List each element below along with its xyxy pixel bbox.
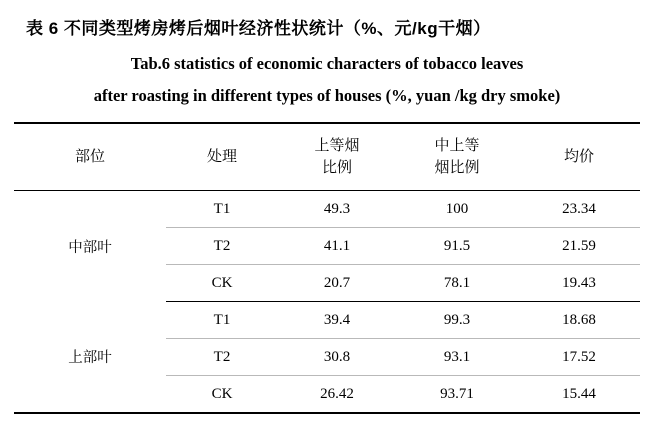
cell-top-grade-ratio: 30.8 bbox=[278, 339, 396, 376]
table-title-english-line-1: Tab.6 statistics of economic characters of tobacco leaves bbox=[130, 54, 524, 73]
column-header-mid-top-ratio-line-2: 烟比例 bbox=[434, 159, 480, 177]
cell-top-grade-ratio: 41.1 bbox=[278, 228, 396, 265]
column-header-top-grade-ratio-line-2: 比例 bbox=[321, 159, 352, 177]
cell-avg-price: 17.52 bbox=[518, 339, 640, 376]
column-header-mid-top-ratio bbox=[396, 123, 518, 191]
cell-treatment: T2 bbox=[166, 228, 278, 265]
cell-mid-top-ratio: 78.1 bbox=[396, 265, 518, 302]
cell-avg-price: 18.68 bbox=[518, 302, 640, 339]
cell-mid-top-ratio: 99.3 bbox=[396, 302, 518, 339]
column-header-top-grade-ratio bbox=[278, 123, 396, 191]
economic-characters-table bbox=[14, 122, 640, 414]
column-header-top-grade-ratio-line-1: 上等烟 bbox=[314, 137, 360, 155]
cell-mid-top-ratio: 93.71 bbox=[440, 385, 474, 402]
column-header-avg-price-line-1: 均价 bbox=[563, 148, 594, 166]
cell-mid-top-ratio: 91.5 bbox=[396, 228, 518, 265]
cell-avg-price: 15.44 bbox=[562, 385, 596, 402]
cell-treatment: T1 bbox=[166, 191, 278, 228]
cell-avg-price: 21.59 bbox=[518, 228, 640, 265]
cell-mid-top-ratio: 100 bbox=[396, 191, 518, 228]
cell-treatment: CK bbox=[211, 385, 233, 402]
cell-treatment: T1 bbox=[166, 302, 278, 339]
column-header-treatment-line-1: 处理 bbox=[206, 148, 237, 166]
row-group-label-middle-leaf: 中部叶 bbox=[68, 239, 112, 256]
column-header-mid-top-ratio-line-1: 中上等 bbox=[434, 137, 480, 155]
table-row bbox=[14, 191, 640, 228]
table-row bbox=[14, 302, 640, 339]
row-group-label-upper-leaf: 上部叶 bbox=[68, 350, 112, 367]
table-title-english bbox=[14, 51, 640, 108]
column-header-part bbox=[14, 123, 166, 191]
cell-avg-price: 23.34 bbox=[518, 191, 640, 228]
table-title-english-line-2: after roasting in different types of houses (%, yuan /kg dry smoke) bbox=[93, 85, 561, 105]
column-header-avg-price bbox=[518, 123, 640, 191]
cell-treatment: T2 bbox=[166, 339, 278, 376]
table-title-chinese: 表 6 不同类型烤房烤后烟叶经济性状统计（%、元/kg干烟） bbox=[26, 19, 491, 38]
cell-top-grade-ratio: 39.4 bbox=[278, 302, 396, 339]
cell-top-grade-ratio: 20.7 bbox=[278, 265, 396, 302]
column-header-treatment bbox=[166, 123, 278, 191]
cell-top-grade-ratio: 49.3 bbox=[278, 191, 396, 228]
cell-top-grade-ratio: 26.42 bbox=[320, 385, 354, 402]
column-header-part-line-1: 部位 bbox=[74, 148, 105, 166]
cell-avg-price: 19.43 bbox=[518, 265, 640, 302]
cell-mid-top-ratio: 93.1 bbox=[396, 339, 518, 376]
cell-treatment: CK bbox=[166, 265, 278, 302]
table-header-row bbox=[14, 123, 640, 191]
